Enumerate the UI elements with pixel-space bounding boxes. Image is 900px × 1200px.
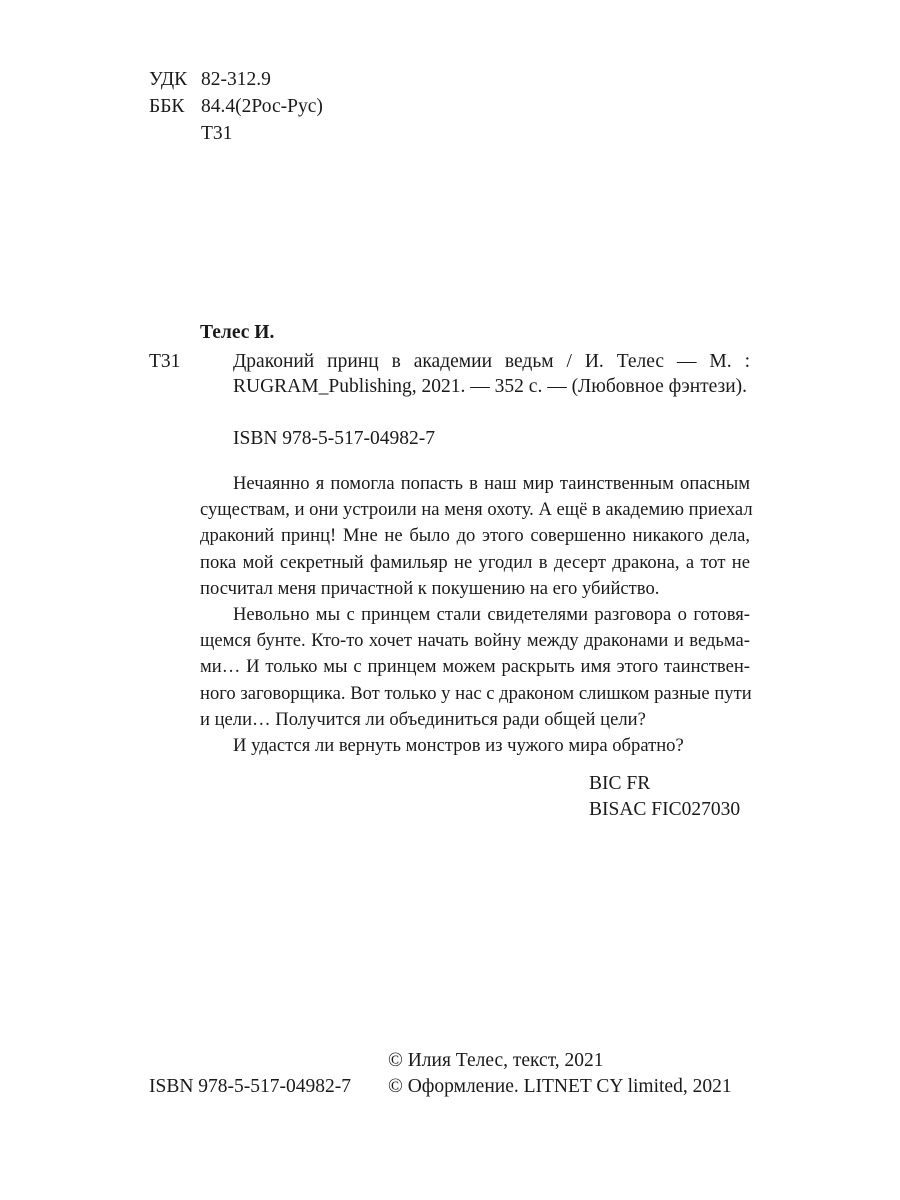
annotation-line: драконий принц! Мне не было до этого совершенно никакого дела, <box>200 525 750 547</box>
annotation-line: И удастся ли вернуть монстров из чужого мира обратно? <box>233 735 684 757</box>
author-mark-left: Т31 <box>149 351 181 372</box>
bisac-code: BISAC FIC027030 <box>589 799 741 820</box>
annotation-line: существам, и они устроили на меня охоту. А ещё в академию приехал <box>200 499 753 521</box>
copyright-design: © Оформление. LITNET CY limited, 2021 <box>388 1076 732 1097</box>
bic-code: BIC FR <box>589 773 651 794</box>
imprint-isbn: ISBN 978-5-517-04982-7 <box>149 1076 352 1097</box>
annotation-paragraph-2 <box>200 602 750 733</box>
author-name: Телес И. <box>200 322 275 343</box>
annotation-line: ного заговорщика. Вот только у нас с драконом слишком разные пути <box>200 682 752 704</box>
copyright-text: © Илия Телес, текст, 2021 <box>388 1050 604 1071</box>
annotation <box>200 471 753 759</box>
annotation-line: ми… И только мы с принцем можем раскрыть имя этого таинствен- <box>200 656 750 678</box>
bib-line-2: RUGRAM_Publishing, 2021. — 352 с. — (Любовное фэнтези). <box>233 376 748 397</box>
annotation-paragraph-3 <box>200 733 750 759</box>
annotation-line: пока мой секретный фамильяр не угодил в десерт дракона, а тот не <box>200 551 750 573</box>
annotation-line: щемся бунте. Кто-то хочет начать войну между драконами и ведьма- <box>200 630 750 652</box>
annotation-paragraph-1 <box>200 471 753 602</box>
annotation-line: Нечаянно я помогла попасть в наш мир таинственным опасным <box>233 473 750 494</box>
bib-line-1: Драконий принц в академии ведьм / И. Телес — М. : <box>233 351 750 372</box>
isbn-line: ISBN 978-5-517-04982-7 <box>233 428 436 449</box>
udk-value: 82-312.9 <box>201 69 271 90</box>
annotation-line: Невольно мы с принцем стали свидетелями разговора о готовя- <box>233 604 750 626</box>
bbk-label: ББК <box>149 96 185 117</box>
udk-label: УДК <box>149 69 188 90</box>
author-mark-top: Т31 <box>201 123 233 144</box>
annotation-line: и цели… Получится ли объединиться ради общей цели? <box>200 708 646 730</box>
bibliographic-description <box>233 349 750 399</box>
annotation-line: посчитал меня причастной к покушению на его убийство. <box>200 577 660 599</box>
bbk-value: 84.4(2Рос-Рус) <box>201 96 323 117</box>
